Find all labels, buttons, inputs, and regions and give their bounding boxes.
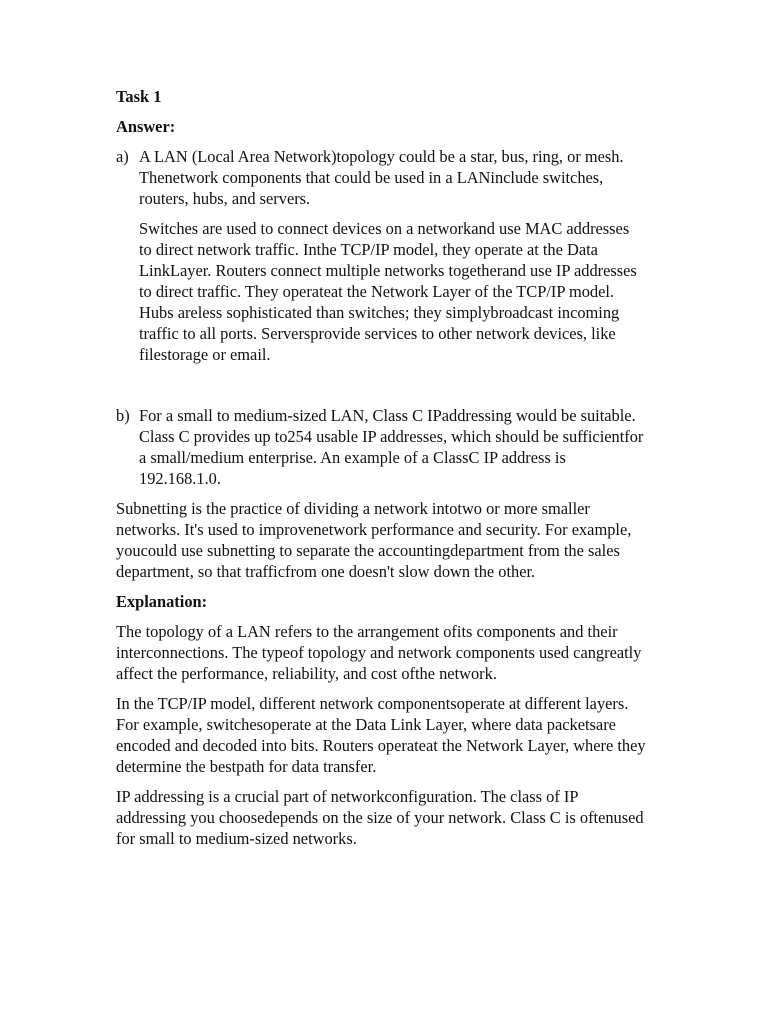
task-title: Task 1 [116, 87, 162, 106]
list-marker-a: a) [116, 147, 129, 166]
list-item-a [116, 146, 646, 365]
spacer [116, 365, 646, 405]
explanation-heading: Explanation: [116, 592, 208, 611]
explanation-paragraph-3: IP addressing is a crucial part of networkconfiguration. The class of IP addressing you choosedepends on the size of your network. Class C is oftenused for small to medium-sized networks. [116, 787, 644, 848]
answer-heading: Answer: [116, 117, 176, 136]
explanation-paragraph-1: The topology of a LAN refers to the arrangement ofits components and their interconnections. The typeof topology and network components used cangreatly affect the performance, reliability, and cost ofthe network. [116, 622, 642, 683]
item-a-paragraph-1: A LAN (Local Area Network)topology could be a star, bus, ring, or mesh. Thenetwork components that could be used in a LANinclude switches, routers, hubs, and servers. [139, 147, 624, 208]
subnetting-paragraph: Subnetting is the practice of dividing a network intotwo or more smaller networks. It's used to improvenetwork performance and security. For example, youcould use subnetting to separate the accountingdepartment from the sales department, so that trafficfrom one doesn't slow down the other. [116, 499, 632, 581]
document-page [116, 86, 646, 858]
list-item-b [116, 405, 646, 489]
explanation-paragraph-2: In the TCP/IP model, different network componentsoperate at different layers. For example, switchesoperate at the Data Link Layer, where data packetsare encoded and decoded into bits. Routers operateat the Network Layer, where they determine the bestpath for data transfer. [116, 694, 646, 776]
item-a-paragraph-2: Switches are used to connect devices on a networkand use MAC addresses to direct network traffic. Inthe TCP/IP model, they operate at the Data LinkLayer. Routers connect multiple networks togetherand use IP addresses to direct traffic. They operateat the Network Layer of the TCP/IP model. Hubs areless sophisticated than switches; they simplybroadcast incoming traffic to all ports. Serversprovide services to other network devices, like filestorage or email. [139, 219, 637, 364]
list-marker-b: b) [116, 406, 130, 425]
item-b-paragraph-1: For a small to medium-sized LAN, Class C IPaddressing would be suitable. Class C provides up to254 usable IP addresses, which should be sufficientfor a small/medium enterprise. An example of a ClassC IP address is 192.168.1.0. [139, 406, 644, 488]
